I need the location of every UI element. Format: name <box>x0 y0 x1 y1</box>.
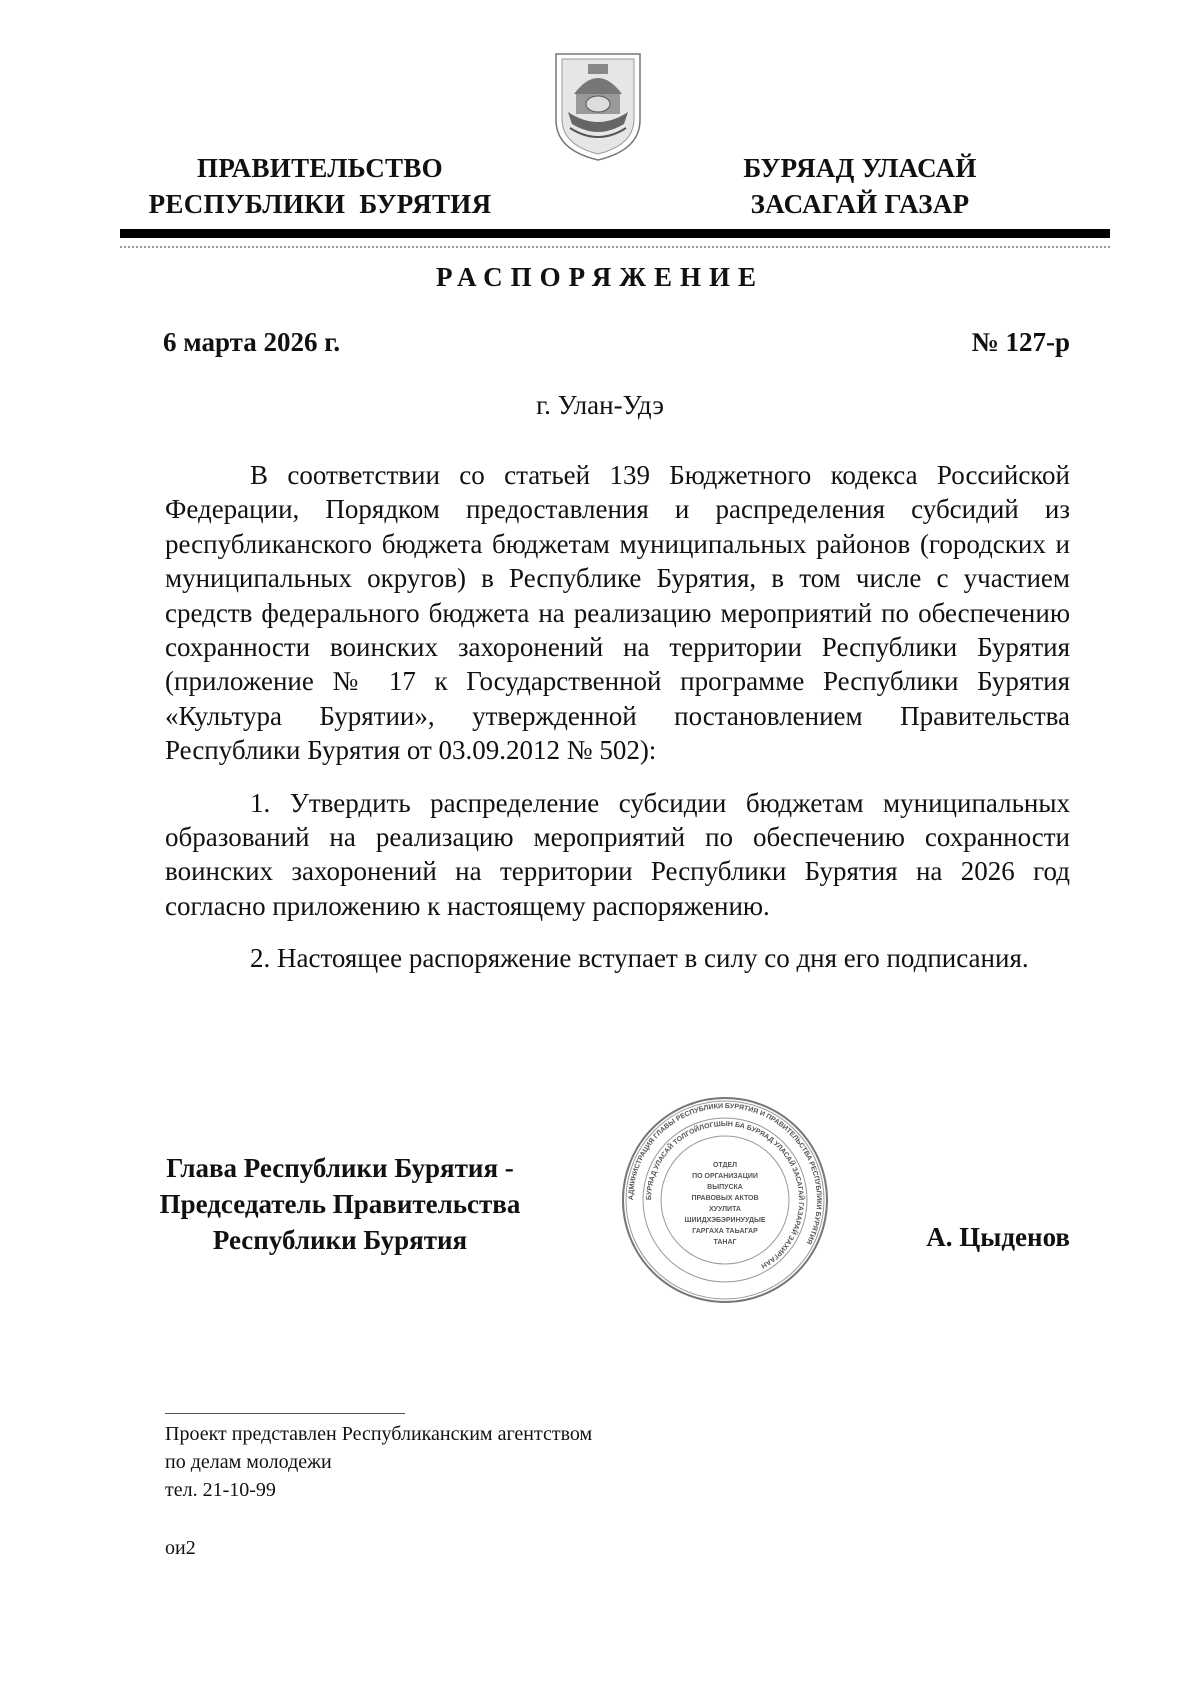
signatory-line2: Председатель Правительства <box>159 1189 521 1219</box>
header-left-line1: ПРАВИТЕЛЬСТВО <box>197 153 443 183</box>
footer-code: ои2 <box>165 1537 196 1559</box>
seal-center-line: ГАРГАХА ТАЬАГАР <box>692 1228 758 1235</box>
header-divider-thin <box>120 246 1110 248</box>
footer-note <box>165 1420 592 1504</box>
seal-center-line: ХУУЛИТА <box>709 1206 741 1213</box>
document-city: г. Улан-Удэ <box>536 390 664 420</box>
signatory-line3: Республики Бурятия <box>212 1225 468 1255</box>
header-right <box>690 150 1030 222</box>
header-left-line2: РЕСПУБЛИКИ БУРЯТИЯ <box>148 189 492 219</box>
seal-center-line: ПРАВОВЫХ АКТОВ <box>691 1195 759 1202</box>
footer-line1: Проект представлен Республиканским агентством <box>165 1423 593 1445</box>
seal-outer-text: АДМИНИСТРАЦИЯ ГЛАВЫ РЕСПУБЛИКИ БУРЯТИЯ И ПРАВИТЕЛЬСТВА РЕСПУБЛИКИ БУРЯТИЯ <box>627 1102 823 1246</box>
seal-center-line: ШИИДХЭБЭРИНУУДЫЕ <box>684 1217 766 1224</box>
seal-center-line: ТАНАГ <box>713 1239 737 1246</box>
document-number: № 127-р <box>971 327 1070 357</box>
document-date: 6 марта 2026 г. <box>163 327 341 357</box>
official-seal <box>620 1095 830 1305</box>
seal-center-line: ВЫПУСКА <box>707 1184 743 1191</box>
signatory-name: А. Цыденов <box>926 1222 1070 1252</box>
preamble-paragraph: В соответствии со статьей 139 Бюджетного кодекса Российской Федерации, Порядком предоставления и распределения субсидий из республиканского бюджета бюджетам муниципальных районов (городских и муниципальных округов) в Республике Бурятия, в том числе с участием средств федерального бюджета на реализацию мероприятий по обеспечению сохранности воинских захоронений на территории Республики Бурятия (приложение № 17 к Государственной программе Республики Бурятия «Культура Бурятии», утвержденной постановлением Правительства Республики Бурятия от 03.09.2012 № 502): <box>165 460 1070 766</box>
signatory-title <box>140 1150 540 1258</box>
coat-of-arms-icon <box>548 50 648 162</box>
signatory-line1: Глава Республики Бурятия - <box>166 1153 514 1183</box>
header-divider-thick <box>120 229 1110 238</box>
header-right-line2: ЗАСАГАЙ ГАЗАР <box>750 189 970 219</box>
footer-line2: по делам молодежи <box>165 1451 332 1473</box>
header-left <box>140 150 500 222</box>
footer-line3: тел. 21-10-99 <box>165 1479 276 1501</box>
seal-center-line: ПО ОРГАНИЗАЦИИ <box>692 1173 758 1180</box>
document-body <box>165 458 1070 994</box>
item-2-paragraph: 2. Настоящее распоряжение вступает в силу со дня его подписания. <box>250 943 1029 974</box>
document-title: РАСПОРЯЖЕНИЕ <box>435 262 765 292</box>
seal-inner-text: БУРЯАД УЛАСАЙ ТОЛГОЙЛОГШЫН БА БУРЯАД УЛАСАЙ ЗАСАГАЙ ГАЗАРАЙ ЗАХИРГААН <box>645 1120 805 1270</box>
header-right-line1: БУРЯАД УЛАСАЙ <box>743 153 977 183</box>
footer-rule <box>165 1413 405 1414</box>
seal-center-line: ОТДЕЛ <box>712 1162 738 1169</box>
item-1-paragraph: 1. Утвердить распределение субсидии бюджетам муниципальных образований на реализацию мероприятий по обеспечению сохранности воинских захоронений на территории Республики Бурятия на 2026 год согласно приложению к настоящему распоряжению. <box>165 787 1070 921</box>
